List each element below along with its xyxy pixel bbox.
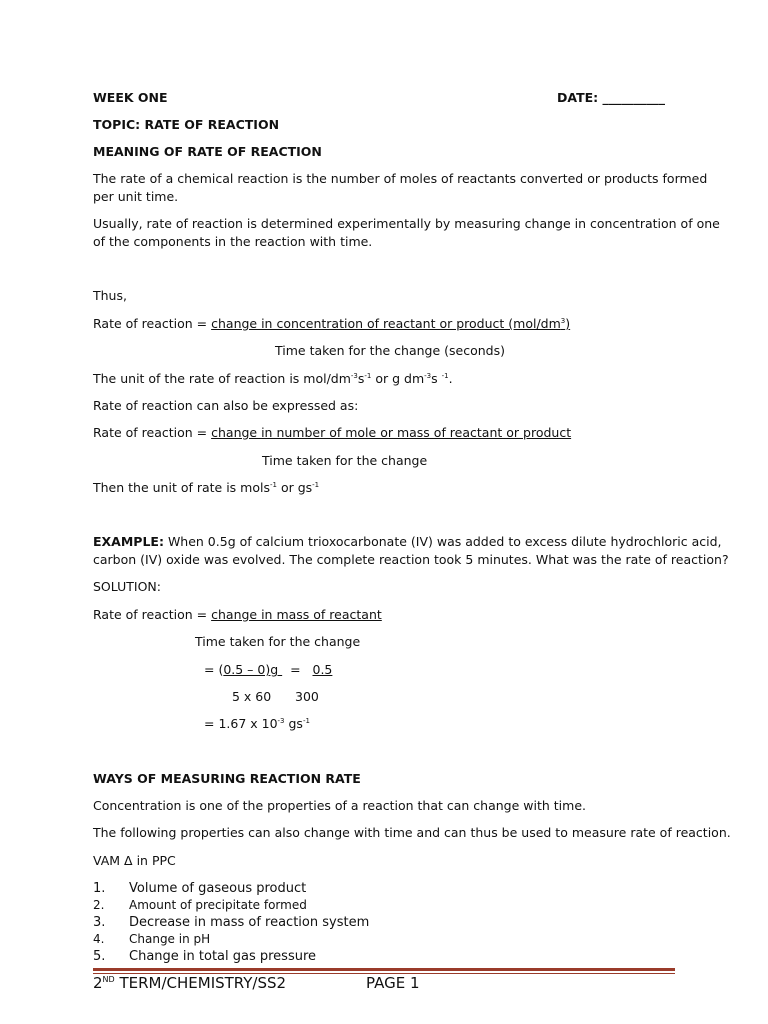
- example-label: EXAMPLE:: [93, 534, 164, 549]
- example-line-1: EXAMPLE: When 0.5g of calcium trioxocarbonate (IV) was added to excess dilute hydrochloric acid,: [93, 534, 722, 549]
- thus-text: Thus,: [93, 288, 127, 303]
- solution-denominator: Time taken for the change: [195, 634, 361, 649]
- week-label: WEEK ONE: [93, 90, 168, 105]
- also-expressed-text: Rate of reaction can also be expressed as:: [93, 398, 359, 413]
- formula-lhs: Rate of reaction =: [93, 316, 212, 331]
- intro-paragraph-2-line-1: Usually, rate of reaction is determined experimentally by measuring change in concentration of one: [93, 216, 720, 231]
- meaning-heading: MEANING OF RATE OF REACTION: [93, 144, 322, 159]
- formula-denominator: Time taken for the change: [262, 453, 428, 468]
- topic-heading: TOPIC: RATE OF REACTION: [93, 117, 280, 132]
- formula-numerator: change in number of mole or mass of reactant or product: [211, 425, 572, 440]
- date-label: DATE: __________: [557, 90, 665, 105]
- rate-unit-text: The unit of the rate of reaction is mol/$dm^{-3}s^{-1}$ or g $dm^{-3}s$ $^{-1}$.: [93, 371, 453, 386]
- intro-paragraph-1-line-2: per unit time.: [93, 189, 179, 204]
- ways-heading: WAYS OF MEASURING REACTION RATE: [93, 771, 361, 786]
- solution-result: = 1.67 x $10^{-3}$ $gs^{-1}$: [204, 716, 310, 731]
- formula-lhs: Rate of reaction =: [93, 425, 212, 440]
- solution-step-2-result-denominator: 300: [295, 689, 319, 704]
- ways-paragraph-2: The following properties can also change with time and can thus be used to measure rate of reaction.: [93, 825, 731, 840]
- footer-rule: [93, 968, 675, 971]
- formula-numerator: change in concentration of reactant or product $(mol/dm^3)$: [211, 316, 571, 331]
- rate-formula-2: [93, 425, 571, 440]
- footer-page-number: PAGE 1: [366, 974, 420, 992]
- footer-term: 2ND TERM/CHEMISTRY/SS2: [93, 974, 287, 992]
- formula-denominator: Time taken for the change (seconds): [275, 343, 505, 358]
- solution-formula: Rate of reaction = change in mass of reactant: [93, 607, 382, 622]
- ways-paragraph-1: Concentration is one of the properties of a reaction that can change with time.: [93, 798, 586, 813]
- rate-unit-text-2: Then the unit of rate is mols$^{-1}$ or $gs^{-1}$: [93, 480, 320, 495]
- mnemonic-text: VAM Δ in PPC: [93, 853, 176, 868]
- rate-formula-1: [93, 316, 570, 331]
- intro-paragraph-2-line-2: of the components in the reaction with time.: [93, 234, 373, 249]
- solution-label: SOLUTION:: [93, 579, 161, 594]
- solution-step-2-denominator: 5 x 60: [232, 689, 272, 704]
- solution-step-1: = (0.5 – 0)g = 0.5: [204, 662, 333, 677]
- example-line-2: carbon (IV) oxide was evolved. The complete reaction took 5 minutes. What was the rate of reaction?: [93, 552, 729, 567]
- intro-paragraph-1-line-1: The rate of a chemical reaction is the number of moles of reactants converted or products formed: [93, 171, 708, 186]
